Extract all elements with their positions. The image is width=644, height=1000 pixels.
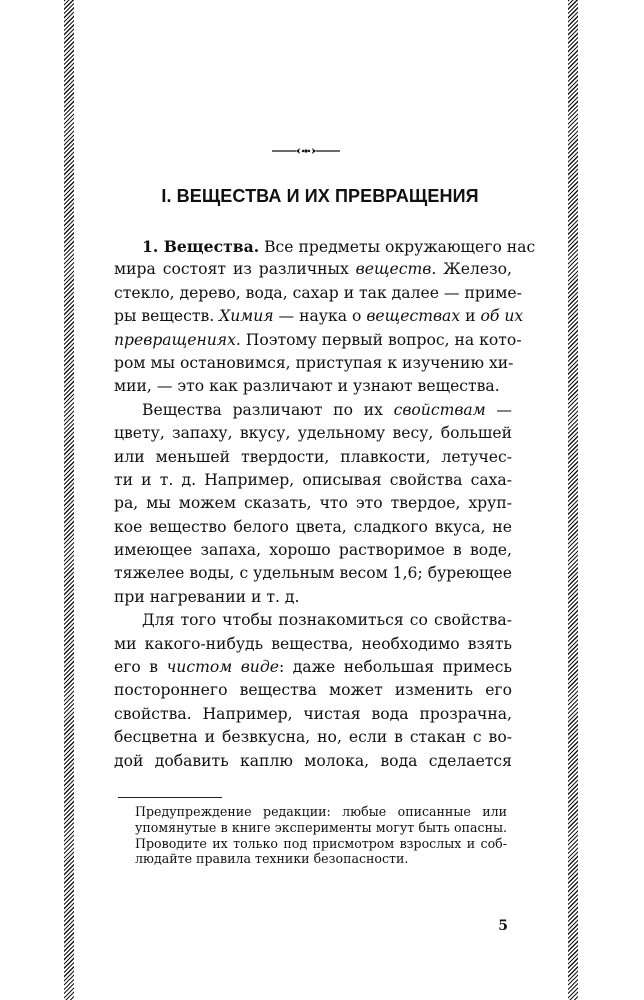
text-line: 1. Вещества. Все предметы окружающего нас [142, 237, 536, 256]
footnote [135, 804, 507, 867]
text-line: превращениях. Поэтому первый вопрос, на кото- [114, 330, 522, 349]
text-line: ром мы остановимся, приступая к изучению хи- [114, 353, 514, 372]
text-line: его в чистом виде: даже небольшая примесь [114, 658, 512, 677]
text-line: или меньшей твердости, плавкости, летучес- [114, 447, 512, 466]
text-line: ра, мы можем сказать, что это твердое, хруп- [114, 494, 512, 513]
text-line: мира состоят из различных веществ. Железо, [114, 260, 512, 279]
text-line: ми какого-нибудь вещества, необходимо взять [114, 634, 512, 653]
text-line: ры веществ. Химия — наука о веществах и об их [114, 307, 524, 326]
chapter-heading: I. ВЕЩЕСТВА И ИХ ПРЕВРАЩЕНИЯ [161, 186, 479, 206]
body-text [114, 235, 536, 773]
footnote-line: людайте правила техники безопасности. [135, 851, 409, 867]
text-line: Для того чтобы познакомиться со свойства- [142, 611, 512, 630]
footnote-rule [118, 797, 222, 798]
page-number: 5 [498, 918, 508, 934]
text-line: постороннего вещества может изменить его [114, 681, 512, 700]
decorative-border-right [568, 0, 578, 1000]
footnote-line: Проводите их только под присмотром взрослых и соб- [135, 835, 507, 851]
text-line: Вещества различают по их свойствам — [142, 400, 512, 419]
text-line: имеющее запаха, хорошо растворимое в воде, [114, 541, 512, 560]
footnote-line: упомянутые в книге эксперименты могут быть опасны. [135, 819, 507, 835]
text-line: цвету, запаху, вкусу, удельному весу, большей [114, 424, 512, 443]
text-line: кое вещество белого цвета, сладкого вкуса, не [114, 517, 512, 536]
flourish-divider-icon [272, 146, 340, 156]
footnote-line: Предупреждение редакции: любые описанные или [135, 804, 507, 819]
decorative-border-left [64, 0, 74, 1000]
text-line: бесцветна и безвкусна, но, если в стакан с во- [114, 728, 512, 747]
text-line: мии, — это как различают и узнают вещества. [114, 377, 500, 396]
text-line: тяжелее воды, с удельным весом 1,6; буреющее [114, 564, 512, 583]
text-line: свойства. Например, чистая вода прозрачна, [114, 704, 512, 723]
text-line: дой добавить каплю молока, вода сделается [114, 751, 512, 770]
text-line: стекло, дерево, вода, сахар и так далее — приме- [114, 283, 522, 302]
text-line: при нагревании и т. д. [114, 587, 300, 606]
text-line: ти и т. д. Например, описывая свойства caxa- [114, 470, 512, 489]
